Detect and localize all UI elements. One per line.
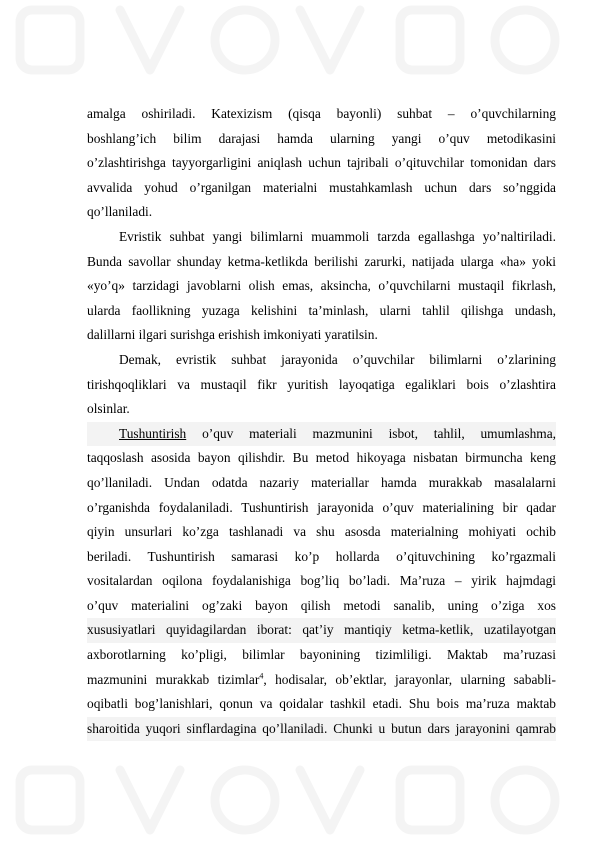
text-line [87,422,556,447]
text-line: xususiyatlari quyidagilardan iborat: qat’iy mantiqiy ketma-ketlik, uzatilayotgan [87,618,556,643]
text-line: beriladi. Tushuntirish samarasi ko’p hollarda o’qituvchining ko’rgazmali [87,548,556,564]
text-line: olsinlar. [87,401,130,417]
paragraph-3 [87,348,556,422]
text-line: amalga oshiriladi. Katexizism (qisqa bayonli) suhbat – o’quvchilarning [87,106,556,121]
text-line: taqqoslash asosida bayon qilishdir. Bu metod hikoyaga nisbatan birmuncha keng [87,450,556,466]
text-line: vositalardan oqilona foydalanishiga bog’liq bo’ladi. Ma’ruza – yirik hajmdagi [87,573,556,589]
text-line: Evristik suhbat yangi bilimlarni muammoli tarzda egallashga yo’naltiriladi. [119,228,556,244]
text-line: boshlang’ich bilim darajasi hamda ularning yangi o’quv metodikasini [87,130,556,146]
text-line: sharoitida yuqori sinflardagina qo’llaniladi. Chunki u butun dars jarayonini qamrab [87,717,556,742]
text-segment: mazmunini murakkab tizimlar [87,671,260,687]
text-line: tirishqoqliklari va mustaqil fikr yuritish layoqatiga egaliklari bois o’zlashtira [87,376,556,392]
text-line: oqibatli bog’lanishlari, qonun va qoidalar tashkil etadi. Shu bois ma’ruza maktab [87,696,556,712]
text-line: o’rganishda foydalaniladi. Tushuntirish jarayonida o’quv materialining bir qadar [87,499,556,515]
term-tushuntirish: Tushuntirish [119,425,187,441]
text-line: qiyin unsurlari ko’zga tashlanadi va shu asosda materialning mohiyati ochib [87,524,556,540]
text-line: avvalida yohud o’rganilgan materialni mustahkamlash uchun dars so’nggida [87,179,556,195]
paragraph-4 [87,422,556,742]
text-segment: , hodisalar, ob’ektlar, jarayonlar, ularning sababli- [263,671,556,687]
text-line: axborotlarning ko’pligi, bilimlar bayonining tizimliligi. Maktab ma’ruzasi [87,647,556,663]
footnote-marker[interactable]: 4 [259,671,264,681]
text-line: qo’llaniladi. [87,204,153,220]
text-line: o’zlashtirishga tayyorgarligini aniqlash uchun tajribali o’qituvchilar tomonidan dars [87,155,556,171]
text-line: «yo’q» tarzidagi javoblarni olish emas, aksincha, o’quvchilarni mustaqil fikrlash, [87,278,556,294]
paragraph-2 [87,225,556,348]
text-line: o’quv materialini og’zaki bayon qilish metodi sanalib, uning o’ziga xos [87,597,556,613]
text-line [87,668,556,693]
text-line: ularda faollikning yuzaga kelishini ta’minlash, ularni tahlil qilishga undash, [87,302,556,318]
text-line: Demak, evristik suhbat jarayonida o’quvchilar bilimlarni o’zlarining [119,351,556,367]
text-line: Bunda savollar shunday ketma-ketlikda berilishi zarurki, natijada ularga «ha» yoki [87,253,556,269]
document-page [87,102,556,741]
text-segment: o’quv materiali mazmunini isbot, tahlil, umumlashma, [202,425,556,441]
text-line: qo’llaniladi. Undan odatda nazariy materiallar hamda murakkab masalalarni [87,474,556,490]
paragraph-1 [87,102,556,225]
text-line: dalillarni ilgari surishga erishish imkoniyati yaratilsin. [87,327,378,343]
